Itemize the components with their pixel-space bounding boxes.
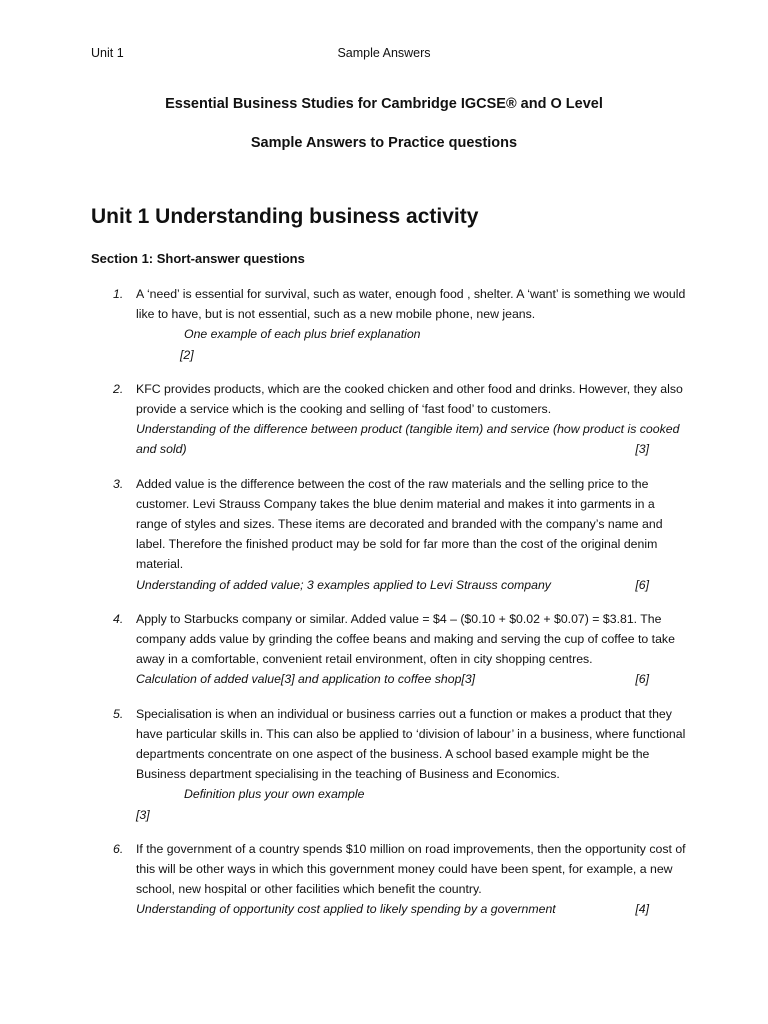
marks-label: [3] (136, 807, 150, 822)
marking-guidance-row (136, 419, 686, 459)
answer-number: 5. (113, 706, 124, 721)
marking-guidance: Definition plus your own example (184, 787, 365, 802)
section-heading: Section 1: Short-answer questions (91, 251, 305, 266)
answer-number: 4. (113, 611, 124, 626)
marks-label: [6] (635, 672, 649, 687)
marking-guidance-row (136, 575, 686, 595)
answer-item (91, 284, 686, 365)
header-unit-label: Unit 1 (91, 46, 124, 60)
answer-text: A ‘need’ is essential for survival, such as water, enough food , shelter. A ‘want’ is something we would like to have, but is not essential, such as a new mobile phone, new jeans. (136, 287, 686, 322)
marks-label: [4] (635, 902, 649, 917)
marking-guidance-row (136, 899, 686, 919)
answer-number: 3. (113, 476, 124, 491)
answer-item (91, 704, 686, 825)
answer-text: KFC provides products, which are the cooked chicken and other food and drinks. However, they also provide a service which is the cooking and selling of ‘fast food’ to customers. (136, 381, 683, 417)
answer-text: Added value is the difference between the cost of the raw materials and the selling price to the customer. Levi Strauss Company takes the blue denim material and makes it into garments in a range of styles and sizes. These items are decorated and branded with the company’s name and label. Therefore the finished product may be sold for far more than the cost of the original denim material. (136, 476, 663, 572)
running-header (91, 46, 677, 64)
answer-item (91, 474, 686, 595)
answer-number: 1. (113, 287, 124, 301)
marking-guidance-row (136, 669, 686, 689)
answer-item (91, 609, 686, 690)
answer-item (91, 379, 686, 460)
answer-number: 6. (113, 841, 124, 856)
marking-guidance: One example of each plus brief explanation (184, 327, 421, 342)
unit-heading: Unit 1 Understanding business activity (91, 205, 479, 228)
book-title: Essential Business Studies for Cambridge IGCSE® and O Level (165, 96, 603, 112)
answer-text: Apply to Starbucks company or similar. Added value = $4 – ($0.10 + $0.02 + $0.07) = $3.81. The company adds value by grinding the coffee beans and making and serving the cup of coffee to take away in a comfortable, convenient retail environment, often in city shopping centres. (136, 611, 675, 667)
marking-guidance: Understanding of opportunity cost applied to likely spending by a government (136, 902, 556, 917)
marking-guidance: Understanding of added value; 3 examples applied to Levi Strauss company (136, 577, 551, 592)
answer-number: 2. (113, 381, 124, 396)
answer-text: Specialisation is when an individual or business carries out a function or makes a product that they have particular skills in. This can also be applied to ‘division of labour’ in a business, where functional departments concentrate on one aspect of the business. A school based example might be the Business department specialising in the teaching of Business and Economics. (136, 706, 686, 782)
header-center-label: Sample Answers (337, 46, 431, 60)
marking-guidance: Understanding of the difference between product (tangible item) and service (how product is cooked and sold) (136, 422, 680, 457)
answer-list (91, 284, 686, 934)
document-subtitle: Sample Answers to Practice questions (250, 135, 518, 151)
answer-text: If the government of a country spends $10 million on road improvements, then the opportunity cost of this will be other ways in which this government money could have been spent, for example, a new school, new hospital or other facilities which benefit the country. (136, 841, 686, 897)
answer-item (91, 839, 686, 920)
marks-label: [2] (180, 347, 194, 362)
marks-label: [6] (635, 577, 649, 592)
marks-label: [3] (635, 442, 649, 457)
marking-guidance: Calculation of added value[3] and application to coffee shop[3] (136, 672, 476, 687)
